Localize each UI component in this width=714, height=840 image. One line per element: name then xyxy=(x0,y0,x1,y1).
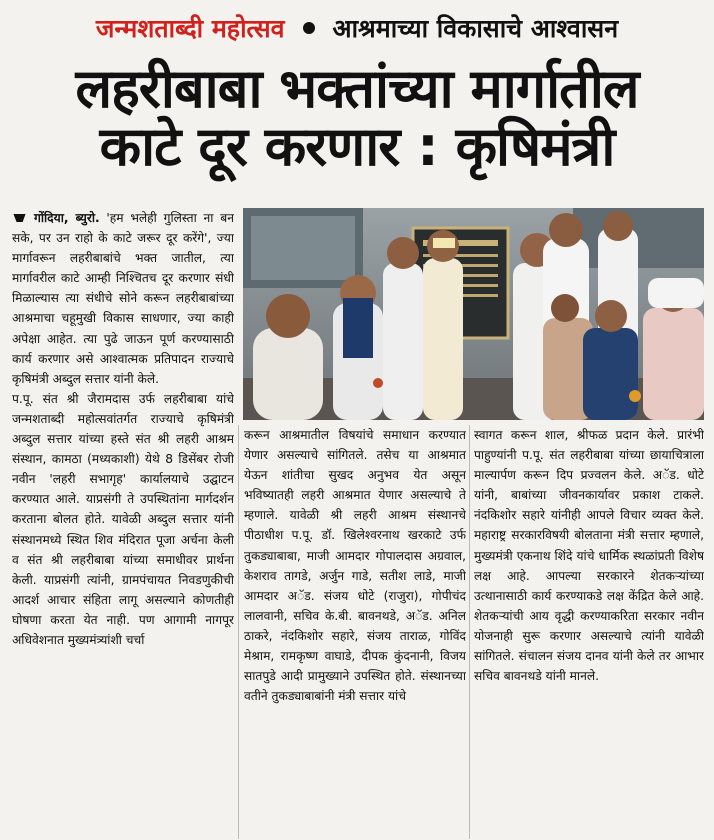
column-divider xyxy=(238,425,239,839)
paragraph: स्वागत करून शाल, श्रीफळ प्रदान केले. प्रारंभी पाहुण्यांनी प.पू. संत लहरीबाबा यांच्या छायाचित्राला माल्यार्पण करून दिप प्रज्वलन केले. अॅड. धोटे यांनी, बाबांच्या जीवनकार्यावर प्रकाश टाकले. नंदकिशोर सहारे यांनीही आपले विचार व्यक्त केले. महाराष्ट्र सरकारविषयी बोलताना मंत्री सत्तार म्हणाले, मुख्यमंत्री एकनाथ शिंदे यांचे धार्मिक स्थळांप्रती विशेष लक्ष आहे. आपल्या सरकारने शेतकऱ्यांच्या उत्थानासाठी कार्य करण्याकडे लक्ष केंद्रित केले आहे. शेतकऱ्यांची आय वृद्धी करण्याकरिता सरकार नवीन योजनाही सुरू करणार असल्याचे त्यांनी यावेळी सांगितले. संचालन संजय दानव यांनी केले तर आभार सचिव बावनथडे यांनी मानले. xyxy=(474,428,704,684)
column-divider xyxy=(469,425,470,839)
dateline: गोंदिया, ब्युरो. xyxy=(34,211,100,225)
headline-line-1: लहरीबाबा भक्तांच्या मार्गातील xyxy=(75,57,639,120)
event-photo xyxy=(243,208,704,420)
event-photo-image xyxy=(243,208,704,420)
paragraph: 'हम भलेही गुलिस्ता ना बन सके, पर उन राहो के काटे जरूर दूर करेंगे', ज्या मार्गावरून लहरीबाबांचे भक्त जातील, त्या मार्गावरील काटे आम्ही निश्चितच दूर करणार संधी मिळाल्यास त्या संधीचे सोने करून लहरीबाबांच्या आश्रमाचा चहूमुखी विकास साधणार, ज्या काही अपेक्षा आहेत. त्या पुढे जाऊन पूर्ण करण्यासाठी कार्य करणार असे आश्वात्मक प्रतिपादन राज्याचे कृषिमंत्री अब्दुल सत्तार यांनी केले. xyxy=(12,211,234,386)
kicker-label: जन्मशताब्दी महोत्सव xyxy=(95,14,285,43)
headline-line-2: काटे दूर करणार : कृषिमंत्री xyxy=(99,115,615,179)
dateline-marker-icon xyxy=(12,214,25,222)
paragraph: प.पू. संत श्री जैरामदास उर्फ लहरीबाबा यांचे जन्मशताब्दी महोत्सवांतर्गत राज्याचे कृषिमंत्री अब्दुल सत्तार यांच्या हस्ते संत श्री लहरी आश्रम संस्थान, कामठा (मध्यकाशी) येथे 8 डिसेंबर रोजी नवीन 'लहरी सभागृह' कार्यालयाचे उद्घाटन करण्यात आले. याप्रसंगी ते उपस्थितांना मार्गदर्शन करताना बोलत होते. यावेळी अब्दुल सत्तार यांनी संस्थानमध्ये स्थित शिव मंदिरात पूजा अर्चना केली व संत श्री लहरीबाबा यांच्या समाधीवर प्रार्थना केली. याप्रसंगी त्यांनी, ग्रामपंचायत निवडणुकीची आदर्श आचार संहिता लागू असल्याने कोणतीही घोषणा करता येत नाही. पण आगामी नागपूर अधिवेशनात मुख्यमंत्र्यांशी चर्चा xyxy=(12,391,234,647)
article-intro xyxy=(12,208,234,389)
article-column-2 xyxy=(244,425,466,839)
article-column-1 xyxy=(12,208,234,838)
headline xyxy=(0,57,714,179)
bullet-icon xyxy=(303,22,315,34)
paragraph: करून आश्रमातील विषयांचे समाधान करण्यात येणार असल्याचे सांगितले. तसेच या आश्रमात येऊन शांतीचा सुखद अनुभव येत असून भविष्यातही लहरी आश्रमात येणार असल्याचे ते म्हणाले. यावेळी श्री लहरी आश्रम संस्थानचे पीठाधीश प.पू. डॉ. खिलेश्वरनाथ खरकाटे उर्फ तुकड्याबाबा, माजी आमदार गोपालदास अग्रवाल, केशराव तागडे, अर्जुन गाडे, सतीश लाडे, माजी आमदार अॅड. संजय धोटे (राजुरा), गोपीचंद लालवानी, सचिव के.बी. बावनथडे, अॅड. अनिल ठाकरे, नंदकिशोर सहारे, संजय ताराळ, गोविंद मेश्राम, रामकृष्ण वाघाडे, दीपक कुंदनानी, विजय सातपुडे आदी प्रामुख्याने उपस्थित होते. संस्थानच्या वतीने तुकड्याबाबांनी मंत्री सत्तार यांचे xyxy=(244,428,466,704)
kicker-subtitle: आश्रमाच्या विकासाचे आश्वासन xyxy=(332,14,619,43)
article-column-3 xyxy=(474,425,704,839)
kicker-bar xyxy=(0,8,714,48)
